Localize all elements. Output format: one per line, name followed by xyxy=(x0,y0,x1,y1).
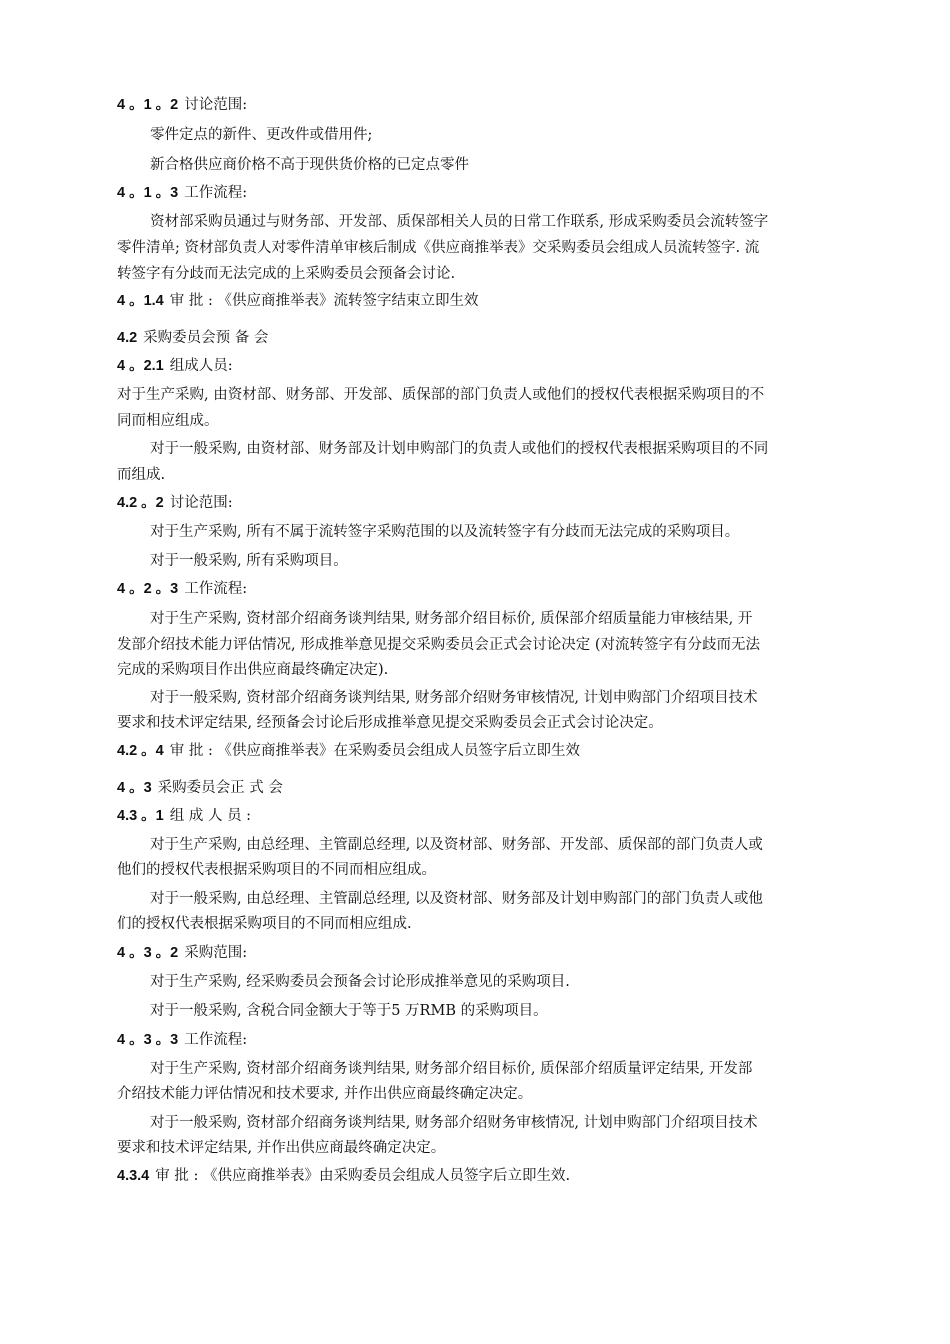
heading-4-3 xyxy=(117,778,877,798)
paragraph-line: 对于生产采购, 经采购委员会预备会讨论形成推举意见的采购项目. xyxy=(150,974,570,990)
paragraph-line: 对于生产采购, 资材部介绍商务谈判结果, 财务部介绍目标价, 质保部介绍质量评定结果, 开发部 xyxy=(150,1061,753,1077)
section-title: 组 成 人 员 : xyxy=(169,808,252,824)
section-title: 采购范围: xyxy=(184,945,248,961)
paragraph-line: 对于一般采购, 所有采购项目。 xyxy=(150,553,348,569)
section-title: 工作流程: xyxy=(184,1032,248,1048)
section-title: 采购委员会正 式 会 xyxy=(157,780,283,796)
section-number: 4 。3 xyxy=(117,780,152,796)
heading-4-3-1 xyxy=(117,806,877,826)
paragraph-line: 发部介绍技术能力评估情况, 形成推举意见提交采购委员会正式会讨论决定 (对流转签字有分歧而无法 xyxy=(117,637,760,653)
heading-4-3-4 xyxy=(117,1166,877,1186)
paragraph-line: 新合格供应商价格不高于现供货价格的已定点零件 xyxy=(150,157,469,173)
paragraph-line: 要求和技术评定结果, 并作出供应商最终确定决定。 xyxy=(117,1140,446,1156)
heading-4-2 xyxy=(117,328,877,348)
paragraph-line: 对于一般采购, 由总经理、主管副总经理, 以及资材部、财务部及计划申购部门的部门负责人或他 xyxy=(150,891,763,907)
section-title: 讨论范围: xyxy=(184,97,248,113)
heading-4-2-3 xyxy=(117,579,877,599)
paragraph-line: 要求和技术评定结果, 经预备会讨论后形成推举意见提交采购委员会正式会讨论决定。 xyxy=(117,715,663,731)
section-title: 工作流程: xyxy=(184,581,248,597)
heading-4-2-2 xyxy=(117,493,877,513)
paragraph-line: 转签字有分歧而无法完成的上采购委员会预备会讨论. xyxy=(117,266,456,282)
section-number: 4.2 。2 xyxy=(117,495,164,511)
heading-4-1-2 xyxy=(117,95,877,115)
paragraph-line: 他们的授权代表根据采购项目的不同而相应组成。 xyxy=(117,862,436,878)
section-number: 4 。3 。2 xyxy=(117,945,179,961)
paragraph-line: 资材部采购员通过与财务部、开发部、质保部相关人员的日常工作联系, 形成采购委员会流转签字 xyxy=(150,214,769,230)
paragraph-line: 对于生产采购, 资材部介绍商务谈判结果, 财务部介绍目标价, 质保部介绍质量能力审核结果, 开 xyxy=(150,611,753,627)
paragraph-line: 对于一般采购, 由资材部、财务部及计划申购部门的负责人或他们的授权代表根据采购项目的不同 xyxy=(150,441,769,457)
section-number: 4 。2.1 xyxy=(117,358,164,374)
paragraph-line: 对于生产采购, 由总经理、主管副总经理, 以及资材部、财务部、开发部、质保部的部门负责人或 xyxy=(150,837,763,853)
section-title: 组成人员: xyxy=(169,358,233,374)
heading-4-3-2 xyxy=(117,943,877,963)
section-title: 讨论范围: xyxy=(169,495,233,511)
heading-4-2-1 xyxy=(117,356,877,376)
paragraph-line: 完成的采购项目作出供应商最终确定决定). xyxy=(117,662,389,678)
section-number: 4 。1 。3 xyxy=(117,185,179,201)
section-number: 4 。3 。3 xyxy=(117,1032,179,1048)
heading-4-3-3 xyxy=(117,1030,877,1050)
section-title: 审 批 : 《供应商推举表》在采购委员会组成人员签字后立即生效 xyxy=(169,743,580,759)
paragraph-line: 零件定点的新件、更改件或借用件; xyxy=(150,127,373,143)
section-number: 4 。1 。2 xyxy=(117,97,179,113)
section-title: 审 批 : 《供应商推举表》流转签字结束立即生效 xyxy=(169,293,479,309)
section-title: 工作流程: xyxy=(184,185,248,201)
section-number: 4 。2 。3 xyxy=(117,581,179,597)
section-number: 4.3.4 xyxy=(117,1168,150,1184)
heading-4-1-4 xyxy=(117,291,877,311)
paragraph-line: 而组成. xyxy=(117,467,166,483)
paragraph-line: 对于生产采购, 所有不属于流转签字采购范围的以及流转签字有分歧而无法完成的采购项目。 xyxy=(150,524,740,540)
paragraph-line: 对于一般采购, 资材部介绍商务谈判结果, 财务部介绍财务审核情况, 计划申购部门介绍项目技术 xyxy=(150,690,758,706)
heading-4-1-3 xyxy=(117,183,877,203)
section-number: 4.2 。4 xyxy=(117,743,164,759)
section-title: 采购委员会预 备 会 xyxy=(143,330,269,346)
paragraph-line: 对于生产采购, 由资材部、财务部、开发部、质保部的部门负责人或他们的授权代表根据采购项目的不 xyxy=(117,387,765,403)
section-number: 4.3 。1 xyxy=(117,808,164,824)
paragraph-line: 零件清单; 资材部负责人对零件清单审核后制成《供应商推举表》交采购委员会组成人员流转签字. 流 xyxy=(117,240,760,256)
paragraph-line: 介绍技术能力评估情况和技术要求, 并作出供应商最终确定决定。 xyxy=(117,1086,533,1102)
section-number: 4.2 xyxy=(117,330,138,346)
section-number: 4 。1.4 xyxy=(117,293,164,309)
section-title: 审 批 : 《供应商推举表》由采购委员会组成人员签字后立即生效. xyxy=(155,1168,571,1184)
paragraph-line: 对于一般采购, 资材部介绍商务谈判结果, 财务部介绍财务审核情况, 计划申购部门介绍项目技术 xyxy=(150,1115,758,1131)
paragraph-line: 同而相应组成。 xyxy=(117,413,219,429)
paragraph-line: 对于一般采购, 含税合同金额大于等于5 万RMB 的采购项目。 xyxy=(150,1003,548,1019)
heading-4-2-4 xyxy=(117,741,877,761)
paragraph-line: 们的授权代表根据采购项目的不同而相应组成. xyxy=(117,916,412,932)
